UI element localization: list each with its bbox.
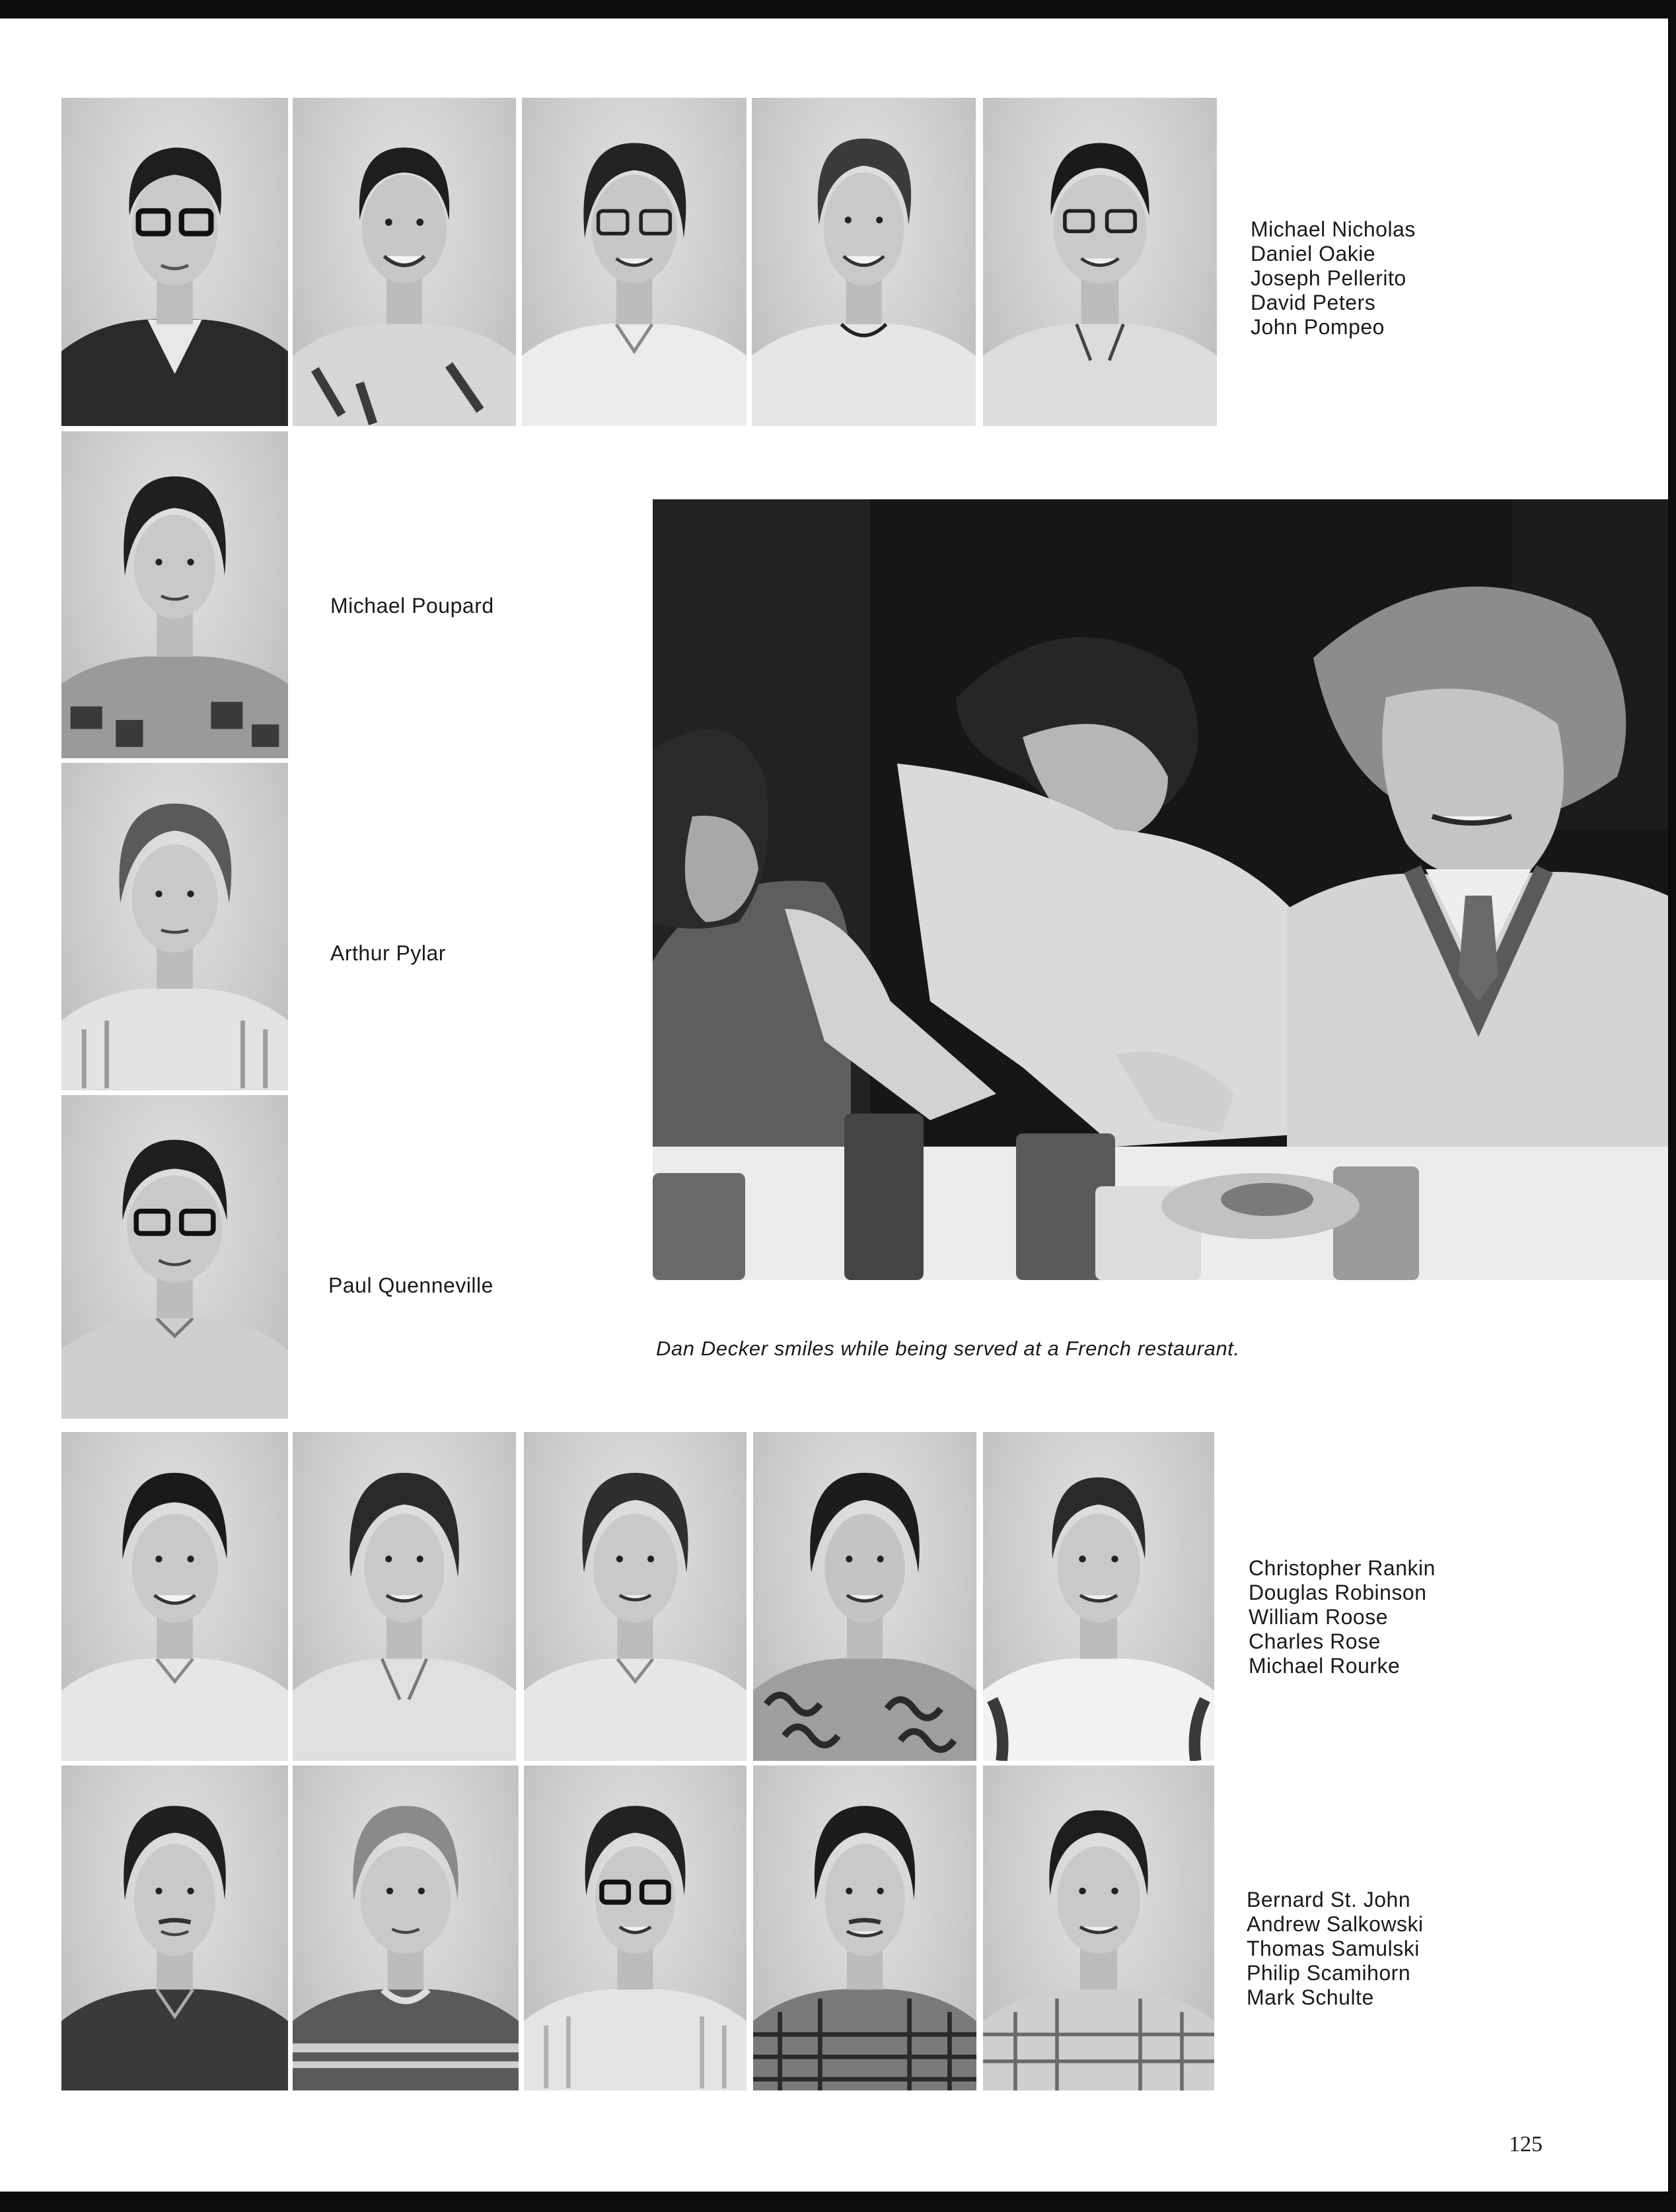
name: Daniel Oakie bbox=[1251, 242, 1376, 266]
portrait-david-peters bbox=[752, 98, 976, 426]
name: Charles Rose bbox=[1249, 1629, 1381, 1653]
name: Mark Schulte bbox=[1247, 1985, 1374, 2009]
page-number: 125 bbox=[1509, 2132, 1543, 2157]
portrait-bernard-st-john bbox=[61, 1766, 288, 2090]
name-michael-poupard: Michael Poupard bbox=[330, 594, 494, 618]
name: Bernard St. John bbox=[1247, 1888, 1411, 1911]
name: Michael Nicholas bbox=[1251, 217, 1416, 241]
name-list-row-1 bbox=[1251, 217, 1416, 339]
name: Joseph Pellerito bbox=[1251, 266, 1406, 290]
portrait-paul-quenneville bbox=[61, 1095, 288, 1419]
name: Douglas Robinson bbox=[1249, 1581, 1427, 1604]
photo-caption: Dan Decker smiles while being served at a French restaurant. bbox=[656, 1337, 1240, 1360]
name-list-row-5 bbox=[1247, 1888, 1424, 2010]
name-arthur-pylar: Arthur Pylar bbox=[330, 941, 446, 965]
portrait-michael-rourke bbox=[983, 1432, 1214, 1761]
name: Andrew Salkowski bbox=[1247, 1912, 1424, 1936]
name: John Pompeo bbox=[1251, 315, 1385, 339]
portrait-andrew-salkowski bbox=[293, 1766, 519, 2090]
name: Philip Scamihorn bbox=[1247, 1961, 1411, 1985]
name: Thomas Samulski bbox=[1247, 1937, 1420, 1960]
portrait-philip-scamihorn bbox=[753, 1766, 976, 2090]
portrait-joseph-pellerito bbox=[522, 98, 747, 426]
name: William Roose bbox=[1249, 1605, 1388, 1629]
portrait-john-pompeo bbox=[983, 98, 1217, 426]
portrait-william-roose bbox=[524, 1432, 747, 1761]
name: David Peters bbox=[1251, 291, 1376, 314]
portrait-michael-nicholas bbox=[61, 98, 288, 426]
portrait-daniel-oakie bbox=[293, 98, 516, 426]
portrait-arthur-pylar bbox=[61, 763, 288, 1090]
name: Michael Rourke bbox=[1249, 1654, 1401, 1678]
name: Christopher Rankin bbox=[1249, 1556, 1436, 1580]
portrait-thomas-samulski bbox=[524, 1766, 747, 2090]
portrait-douglas-robinson bbox=[293, 1432, 516, 1761]
feature-photo-restaurant bbox=[653, 499, 1668, 1280]
portrait-michael-poupard bbox=[61, 431, 288, 758]
name-list-row-4 bbox=[1249, 1556, 1436, 1678]
portrait-mark-schulte bbox=[983, 1766, 1214, 2090]
name-paul-quenneville: Paul Quenneville bbox=[328, 1273, 493, 1297]
portrait-charles-rose bbox=[753, 1432, 976, 1761]
yearbook-page bbox=[0, 18, 1668, 2192]
portrait-christopher-rankin bbox=[61, 1432, 288, 1761]
